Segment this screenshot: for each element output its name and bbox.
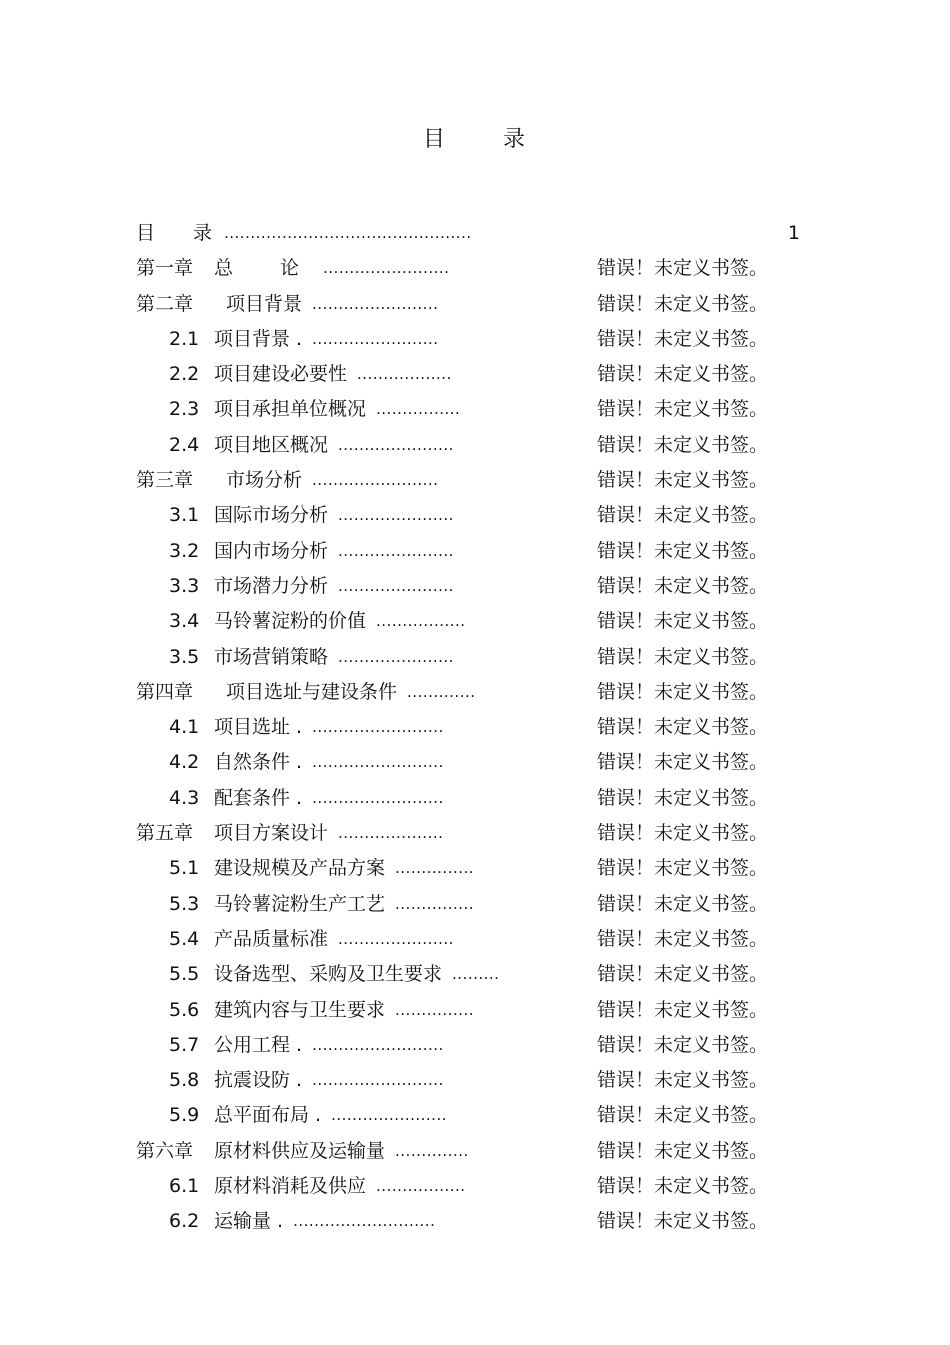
toc-entry-leader-dots: ......................... — [312, 753, 444, 772]
toc-entry-leader-dots: ........................... — [293, 1212, 436, 1231]
toc-entry-number: 5.6 — [169, 998, 200, 1021]
toc-entry-number: 5.7 — [169, 1033, 200, 1056]
toc-entry-page-ref: 错误！未定义书签。 — [597, 257, 769, 280]
toc-entry-leader-dots: .................... — [338, 824, 444, 843]
toc-entry[interactable] — [136, 675, 800, 710]
toc-entry-page-ref: 错误！未定义书签。 — [597, 363, 769, 386]
toc-entry[interactable] — [136, 957, 800, 992]
toc-entry-label: 总 论 — [214, 257, 314, 280]
toc-entry-number: 5.5 — [169, 963, 200, 986]
toc-entry[interactable] — [136, 498, 800, 533]
toc-entry[interactable] — [136, 640, 800, 675]
toc-entry-page-ref: 错误！未定义书签。 — [597, 610, 769, 633]
toc-entry-page-ref: 错误！未定义书签。 — [597, 1175, 769, 1198]
toc-entry-page-ref: 错误！未定义书签。 — [597, 680, 769, 703]
title-char-2: 录 — [503, 127, 528, 152]
toc-entry-leader-dots: ...................... — [338, 506, 454, 525]
toc-entry[interactable] — [136, 322, 800, 357]
toc-entry-page-ref: 错误！未定义书签。 — [597, 927, 769, 950]
toc-entry[interactable] — [136, 428, 800, 463]
toc-entry-label: 抗震设防 . — [214, 1069, 303, 1092]
toc-entry-number: 3.1 — [169, 504, 200, 527]
toc-entry-leader-dots: ............................................... — [224, 224, 472, 242]
toc-entry-page-ref: 错误！未定义书签。 — [597, 292, 769, 315]
toc-entry-page-ref: 错误！未定义书签。 — [597, 398, 769, 421]
toc-entry-number: 第三章 — [136, 469, 194, 492]
toc-entry-label: 马铃薯淀粉生产工艺 — [214, 892, 386, 915]
toc-entry-leader-dots: ...................... — [338, 576, 454, 595]
toc-entry-leader-dots: ................. — [376, 612, 466, 631]
toc-entry-leader-dots: ...................... — [338, 929, 454, 948]
toc-entry-label: 马铃薯淀粉的价值 — [214, 610, 367, 633]
toc-entry[interactable] — [136, 569, 800, 604]
toc-entry[interactable] — [136, 993, 800, 1028]
toc-entry[interactable] — [136, 1204, 800, 1239]
toc-entry-label: 建设规模及产品方案 — [214, 857, 386, 880]
toc-entry-number: 3.2 — [169, 539, 200, 562]
toc-entry-page-ref: 错误！未定义书签。 — [597, 822, 769, 845]
toc-entry-leader-dots: ...................... — [338, 541, 454, 560]
toc-entry-page-ref: 错误！未定义书签。 — [597, 645, 769, 668]
toc-entry[interactable] — [136, 251, 800, 286]
toc-entry[interactable] — [136, 216, 800, 251]
toc-entry-leader-dots: ................ — [376, 400, 461, 419]
toc-entry-label: 自然条件 . — [214, 751, 303, 774]
toc-entry-leader-dots: ................. — [376, 1177, 466, 1196]
toc-entry-label: 总平面布局 . — [214, 1104, 322, 1127]
toc-entry-leader-dots: ........................ — [312, 329, 439, 348]
toc-entry-label: 产品质量标准 — [214, 927, 329, 950]
toc-entry-page-ref: 错误！未定义书签。 — [597, 892, 769, 915]
toc-entry-page-ref: 错误！未定义书签。 — [597, 1210, 769, 1233]
toc-entry-page-ref: 错误！未定义书签。 — [597, 751, 769, 774]
toc-entry-number: 第四章 — [136, 680, 194, 703]
toc-entry-number: 5.3 — [169, 892, 200, 915]
toc-entry-label: 建筑内容与卫生要求 — [214, 998, 386, 1021]
toc-entry[interactable] — [136, 781, 800, 816]
toc-entry-number: 4.2 — [169, 751, 200, 774]
toc-entry-label: 设备选型、采购及卫生要求 — [214, 963, 443, 986]
toc-entry-number: 5.9 — [169, 1104, 200, 1127]
toc-entry-leader-dots: ............... — [395, 894, 475, 913]
toc-entry-number: 5.1 — [169, 857, 200, 880]
toc-entry-leader-dots: .............. — [395, 1141, 469, 1160]
toc-entry-page-ref: 错误！未定义书签。 — [597, 469, 769, 492]
toc-entry-number: 3.5 — [169, 645, 200, 668]
toc-entry-number: 5.4 — [169, 927, 200, 950]
toc-entry-leader-dots: ......... — [452, 965, 500, 984]
toc-entry-page-ref: 错误！未定义书签。 — [597, 1069, 769, 1092]
toc-entry-page-ref: 错误！未定义书签。 — [597, 786, 769, 809]
toc-entry-leader-dots: ......................... — [312, 1071, 444, 1090]
toc-entry-leader-dots: ......................... — [312, 1035, 444, 1054]
toc-entry-leader-dots: ......................... — [312, 718, 444, 737]
title-char-1: 目 — [422, 127, 447, 152]
toc-entry[interactable] — [136, 816, 800, 851]
toc-entry-label: 项目地区概况 — [214, 433, 329, 456]
toc-entry[interactable] — [136, 745, 800, 780]
toc-entry-leader-dots: ............. — [407, 682, 476, 701]
toc-entry-leader-dots: ......................... — [312, 788, 444, 807]
toc-entry-label: 原材料消耗及供应 — [214, 1175, 367, 1198]
toc-entry[interactable] — [136, 463, 800, 498]
toc-entry-leader-dots: .................. — [357, 365, 452, 384]
toc-entry-page-ref: 错误！未定义书签。 — [597, 433, 769, 456]
toc-entry-leader-dots: ........................ — [312, 294, 439, 313]
toc-entry[interactable] — [136, 710, 800, 745]
toc-entry-label: 项目背景 — [226, 292, 303, 315]
toc-entry-leader-dots: ............... — [395, 859, 475, 878]
toc-entry-number: 5.8 — [169, 1069, 200, 1092]
toc-entry-label: 原材料供应及运输量 — [214, 1139, 386, 1162]
toc-entry-number: 3.4 — [169, 610, 200, 633]
toc-entry-label: 项目承担单位概况 — [214, 398, 367, 421]
table-of-contents — [136, 216, 800, 1240]
toc-entry[interactable] — [136, 287, 800, 322]
toc-entry-label: 市场潜力分析 — [214, 574, 329, 597]
page-title — [0, 122, 950, 153]
toc-entry-label: 项目背景 . — [214, 327, 303, 350]
toc-entry-number: 4.1 — [169, 716, 200, 739]
toc-entry-number: 2.2 — [169, 363, 200, 386]
toc-entry[interactable] — [136, 534, 800, 569]
toc-entry-page-ref: 错误！未定义书签。 — [597, 1104, 769, 1127]
toc-entry-label: 配套条件 . — [214, 786, 303, 809]
toc-entry-label: 市场分析 — [226, 469, 303, 492]
toc-entry[interactable] — [136, 887, 800, 922]
toc-entry[interactable] — [136, 1134, 800, 1169]
toc-entry-leader-dots: ............... — [395, 1000, 475, 1019]
toc-entry[interactable] — [136, 357, 800, 392]
toc-entry-page-ref: 错误！未定义书签。 — [597, 327, 769, 350]
toc-entry[interactable] — [136, 922, 800, 957]
toc-entry[interactable] — [136, 851, 800, 886]
toc-entry-label: 项目方案设计 — [214, 822, 329, 845]
toc-entry-number: 第五章 — [136, 822, 194, 845]
toc-entry-label: 项目建设必要性 — [214, 363, 348, 386]
toc-entry-leader-dots: ........................ — [323, 259, 450, 278]
toc-entry-page-ref: 错误！未定义书签。 — [597, 716, 769, 739]
toc-entry[interactable] — [136, 1028, 800, 1063]
toc-entry-number: 2.1 — [169, 327, 200, 350]
toc-entry-page-ref: 错误！未定义书签。 — [597, 1033, 769, 1056]
toc-entry-number: 第二章 — [136, 292, 194, 315]
toc-entry-label: 公用工程 . — [214, 1033, 303, 1056]
toc-entry-leader-dots: ........................ — [312, 471, 439, 490]
toc-entry-number: 2.3 — [169, 398, 200, 421]
toc-entry-number: 第一章 — [136, 257, 194, 280]
toc-entry-number: 4.3 — [169, 786, 200, 809]
toc-entry-page-ref: 错误！未定义书签。 — [597, 539, 769, 562]
toc-entry-number: 3.3 — [169, 574, 200, 597]
toc-entry-number: 第六章 — [136, 1139, 194, 1162]
toc-entry-number: 6.1 — [169, 1175, 200, 1198]
toc-entry[interactable] — [136, 604, 800, 639]
toc-entry-page-ref: 错误！未定义书签。 — [597, 574, 769, 597]
toc-entry-page-ref: 错误！未定义书签。 — [597, 1139, 769, 1162]
toc-entry-number: 2.4 — [169, 433, 200, 456]
toc-entry-leader-dots: ...................... — [331, 1106, 447, 1125]
toc-entry-page-ref: 错误！未定义书签。 — [597, 504, 769, 527]
toc-entry-label: 市场营销策略 — [214, 645, 329, 668]
toc-entry-label: 项目选址 . — [214, 716, 303, 739]
toc-entry-leader-dots: ...................... — [338, 435, 454, 454]
toc-entry-leader-dots: ...................... — [338, 647, 454, 666]
toc-entry[interactable] — [136, 1063, 800, 1098]
toc-entry-page-ref: 错误！未定义书签。 — [597, 857, 769, 880]
toc-entry[interactable] — [136, 1098, 800, 1133]
toc-entry[interactable] — [136, 392, 800, 427]
toc-entry-label: 项目选址与建设条件 — [226, 680, 398, 703]
toc-entry-page-ref: 1 — [787, 222, 800, 244]
toc-entry-page-ref: 错误！未定义书签。 — [597, 963, 769, 986]
toc-entry-number: 6.2 — [169, 1210, 200, 1233]
toc-entry-label: 国内市场分析 — [214, 539, 329, 562]
toc-entry-label: 国际市场分析 — [214, 504, 329, 527]
toc-entry-number: 目 录 — [136, 222, 213, 244]
toc-entry[interactable] — [136, 1169, 800, 1204]
toc-entry-label: 运输量 . — [214, 1210, 284, 1233]
toc-entry-page-ref: 错误！未定义书签。 — [597, 998, 769, 1021]
